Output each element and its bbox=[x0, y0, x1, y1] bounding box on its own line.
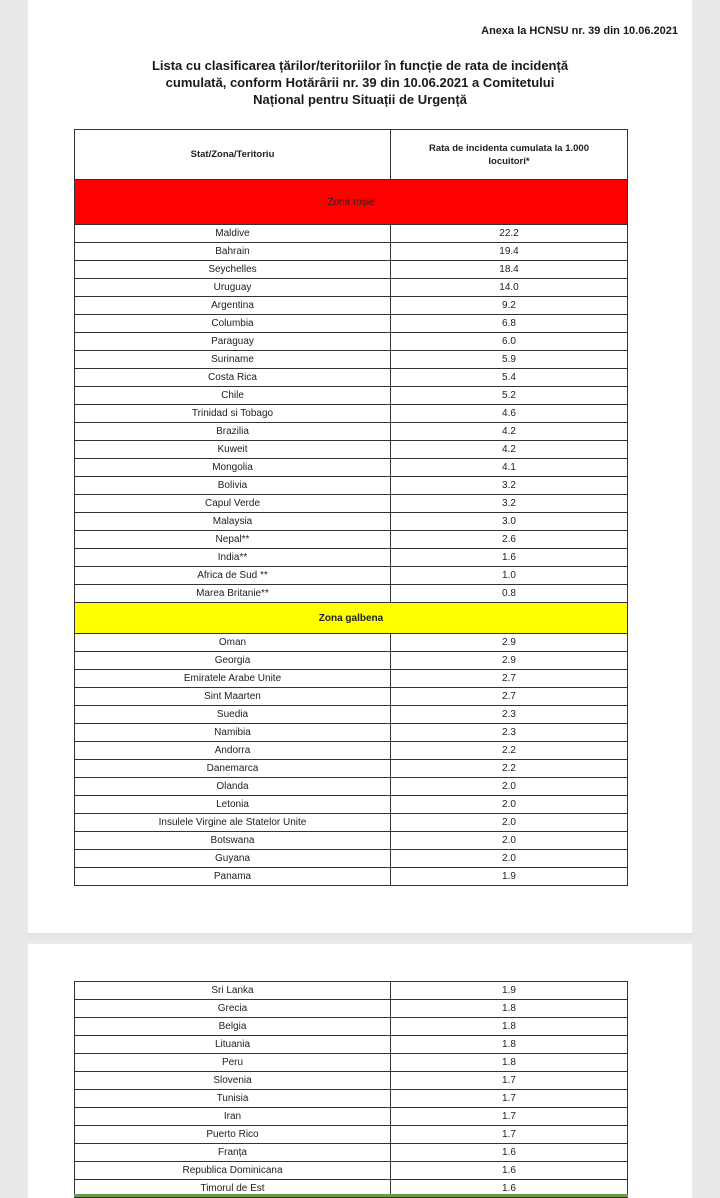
incidence-rate: 3.2 bbox=[391, 477, 628, 495]
incidence-rate: 4.6 bbox=[391, 405, 628, 423]
annex-reference: Anexa la HCNSU nr. 39 din 10.06.2021 bbox=[481, 25, 678, 37]
country-name: Danemarca bbox=[75, 760, 391, 778]
incidence-rate: 2.3 bbox=[391, 724, 628, 742]
country-name: Maldive bbox=[75, 225, 391, 243]
yellow-zone-label: Zona galbena bbox=[75, 603, 628, 634]
table-row bbox=[75, 1108, 628, 1126]
incidence-rate: 18.4 bbox=[391, 261, 628, 279]
country-name: Seychelles bbox=[75, 261, 391, 279]
incidence-rate: 3.2 bbox=[391, 495, 628, 513]
incidence-rate: 3.0 bbox=[391, 513, 628, 531]
country-name: Panama bbox=[75, 868, 391, 886]
table-row bbox=[75, 1072, 628, 1090]
country-name: Lituania bbox=[75, 1036, 391, 1054]
incidence-rate: 1.8 bbox=[391, 1036, 628, 1054]
column-header-rate: Rata de incidenta cumulata la 1.000 locuitori* bbox=[391, 130, 628, 180]
table-row bbox=[75, 531, 628, 549]
country-name: Brazilia bbox=[75, 423, 391, 441]
yellow-zone-header bbox=[75, 603, 628, 634]
country-name: Chile bbox=[75, 387, 391, 405]
incidence-rate: 2.7 bbox=[391, 670, 628, 688]
incidence-rate: 1.6 bbox=[391, 1180, 628, 1198]
table-row bbox=[75, 760, 628, 778]
country-name: Paraguay bbox=[75, 333, 391, 351]
incidence-table bbox=[74, 129, 628, 886]
table-row bbox=[75, 441, 628, 459]
incidence-rate: 1.7 bbox=[391, 1090, 628, 1108]
page-gap bbox=[28, 933, 692, 944]
title-line-1: Lista cu clasificarea țărilor/teritoriilor în funcție de rata de incidență bbox=[151, 58, 569, 73]
country-name: Costa Rica bbox=[75, 369, 391, 387]
table-row bbox=[75, 1000, 628, 1018]
table-row bbox=[75, 706, 628, 724]
table-row bbox=[75, 982, 628, 1000]
country-name: Insulele Virgine ale Statelor Unite bbox=[75, 814, 391, 832]
incidence-rate: 4.1 bbox=[391, 459, 628, 477]
country-name: Trinidad si Tobago bbox=[75, 405, 391, 423]
table-row bbox=[75, 778, 628, 796]
country-name: Emiratele Arabe Unite bbox=[75, 670, 391, 688]
table-row bbox=[75, 495, 628, 513]
incidence-rate: 6.0 bbox=[391, 333, 628, 351]
table-row bbox=[75, 351, 628, 369]
table-row bbox=[75, 1054, 628, 1072]
country-name: Belgia bbox=[75, 1018, 391, 1036]
country-name: Iran bbox=[75, 1108, 391, 1126]
incidence-rate: 22.2 bbox=[391, 225, 628, 243]
incidence-rate: 4.2 bbox=[391, 423, 628, 441]
table-row bbox=[75, 832, 628, 850]
table-row bbox=[75, 1018, 628, 1036]
incidence-rate: 2.0 bbox=[391, 814, 628, 832]
page-bottom-rule bbox=[74, 1194, 628, 1197]
incidence-rate: 1.9 bbox=[391, 868, 628, 886]
table-row bbox=[75, 1162, 628, 1180]
incidence-rate: 0.8 bbox=[391, 585, 628, 603]
incidence-rate: 1.7 bbox=[391, 1072, 628, 1090]
country-name: Kuweit bbox=[75, 441, 391, 459]
document-title bbox=[0, 57, 720, 108]
table-row bbox=[75, 459, 628, 477]
country-name: Columbia bbox=[75, 315, 391, 333]
table-row bbox=[75, 868, 628, 886]
incidence-rate: 1.8 bbox=[391, 1054, 628, 1072]
incidence-rate: 1.6 bbox=[391, 549, 628, 567]
country-name: Andorra bbox=[75, 742, 391, 760]
country-name: Puerto Rico bbox=[75, 1126, 391, 1144]
incidence-rate: 19.4 bbox=[391, 243, 628, 261]
country-name: Malaysia bbox=[75, 513, 391, 531]
column-header-country: Stat/Zona/Teritoriu bbox=[75, 130, 391, 180]
incidence-rate: 2.0 bbox=[391, 832, 628, 850]
table-row bbox=[75, 405, 628, 423]
table-row bbox=[75, 243, 628, 261]
country-name: India** bbox=[75, 549, 391, 567]
table-row bbox=[75, 567, 628, 585]
country-name: Letonia bbox=[75, 796, 391, 814]
incidence-rate: 2.3 bbox=[391, 706, 628, 724]
country-name: Grecia bbox=[75, 1000, 391, 1018]
table-header-row bbox=[75, 130, 628, 180]
country-name: Mongolia bbox=[75, 459, 391, 477]
table-row bbox=[75, 225, 628, 243]
red-zone-header bbox=[75, 180, 628, 225]
incidence-rate: 5.2 bbox=[391, 387, 628, 405]
table-row bbox=[75, 796, 628, 814]
country-name: Franța bbox=[75, 1144, 391, 1162]
table-row bbox=[75, 261, 628, 279]
incidence-rate: 2.6 bbox=[391, 531, 628, 549]
table-row bbox=[75, 724, 628, 742]
table-row bbox=[75, 369, 628, 387]
incidence-rate: 2.2 bbox=[391, 742, 628, 760]
country-name: Marea Britanie** bbox=[75, 585, 391, 603]
country-name: Namibia bbox=[75, 724, 391, 742]
table-row bbox=[75, 279, 628, 297]
country-name: Capul Verde bbox=[75, 495, 391, 513]
country-name: Timorul de Est bbox=[75, 1180, 391, 1198]
table-row bbox=[75, 1126, 628, 1144]
incidence-rate: 2.9 bbox=[391, 652, 628, 670]
country-name: Slovenia bbox=[75, 1072, 391, 1090]
incidence-rate: 1.8 bbox=[391, 1018, 628, 1036]
country-name: Suedia bbox=[75, 706, 391, 724]
country-name: Botswana bbox=[75, 832, 391, 850]
incidence-rate: 5.4 bbox=[391, 369, 628, 387]
title-line-2: cumulată, conform Hotărârii nr. 39 din 10.06.2021 a Comitetului bbox=[165, 75, 555, 90]
incidence-rate: 1.6 bbox=[391, 1144, 628, 1162]
incidence-table-continued bbox=[74, 981, 628, 1198]
table-row bbox=[75, 634, 628, 652]
title-line-3: Național pentru Situații de Urgență bbox=[253, 92, 467, 107]
incidence-rate: 1.9 bbox=[391, 982, 628, 1000]
country-name: Suriname bbox=[75, 351, 391, 369]
table-row bbox=[75, 315, 628, 333]
table-row bbox=[75, 1090, 628, 1108]
country-name: Argentina bbox=[75, 297, 391, 315]
incidence-rate: 2.0 bbox=[391, 850, 628, 868]
incidence-rate: 14.0 bbox=[391, 279, 628, 297]
incidence-rate: 5.9 bbox=[391, 351, 628, 369]
incidence-rate: 1.7 bbox=[391, 1126, 628, 1144]
country-name: Republica Dominicana bbox=[75, 1162, 391, 1180]
country-name: Bahrain bbox=[75, 243, 391, 261]
table-row bbox=[75, 513, 628, 531]
table-row bbox=[75, 333, 628, 351]
country-name: Sri Lanka bbox=[75, 982, 391, 1000]
country-name: Sint Maarten bbox=[75, 688, 391, 706]
incidence-rate: 1.7 bbox=[391, 1108, 628, 1126]
incidence-rate: 2.7 bbox=[391, 688, 628, 706]
incidence-rate: 1.8 bbox=[391, 1000, 628, 1018]
incidence-rate: 6.8 bbox=[391, 315, 628, 333]
country-name: Africa de Sud ** bbox=[75, 567, 391, 585]
incidence-rate: 2.2 bbox=[391, 760, 628, 778]
table-row bbox=[75, 688, 628, 706]
table-row bbox=[75, 297, 628, 315]
country-name: Guyana bbox=[75, 850, 391, 868]
table-row bbox=[75, 585, 628, 603]
incidence-rate: 1.6 bbox=[391, 1162, 628, 1180]
country-name: Bolivia bbox=[75, 477, 391, 495]
table-row bbox=[75, 423, 628, 441]
incidence-rate: 9.2 bbox=[391, 297, 628, 315]
country-name: Uruguay bbox=[75, 279, 391, 297]
table-row bbox=[75, 742, 628, 760]
red-zone-label: Zona roșie bbox=[75, 180, 628, 225]
country-name: Olanda bbox=[75, 778, 391, 796]
incidence-rate: 4.2 bbox=[391, 441, 628, 459]
country-name: Peru bbox=[75, 1054, 391, 1072]
table-row bbox=[75, 652, 628, 670]
country-name: Tunisia bbox=[75, 1090, 391, 1108]
incidence-rate: 2.0 bbox=[391, 778, 628, 796]
table-row bbox=[75, 1036, 628, 1054]
table-row bbox=[75, 1144, 628, 1162]
country-name: Nepal** bbox=[75, 531, 391, 549]
incidence-rate: 2.0 bbox=[391, 796, 628, 814]
table-row bbox=[75, 549, 628, 567]
incidence-rate: 2.9 bbox=[391, 634, 628, 652]
incidence-rate: 1.0 bbox=[391, 567, 628, 585]
table-row bbox=[75, 814, 628, 832]
table-row bbox=[75, 670, 628, 688]
table-row bbox=[75, 387, 628, 405]
table-row bbox=[75, 477, 628, 495]
country-name: Oman bbox=[75, 634, 391, 652]
country-name: Georgia bbox=[75, 652, 391, 670]
table-row bbox=[75, 850, 628, 868]
